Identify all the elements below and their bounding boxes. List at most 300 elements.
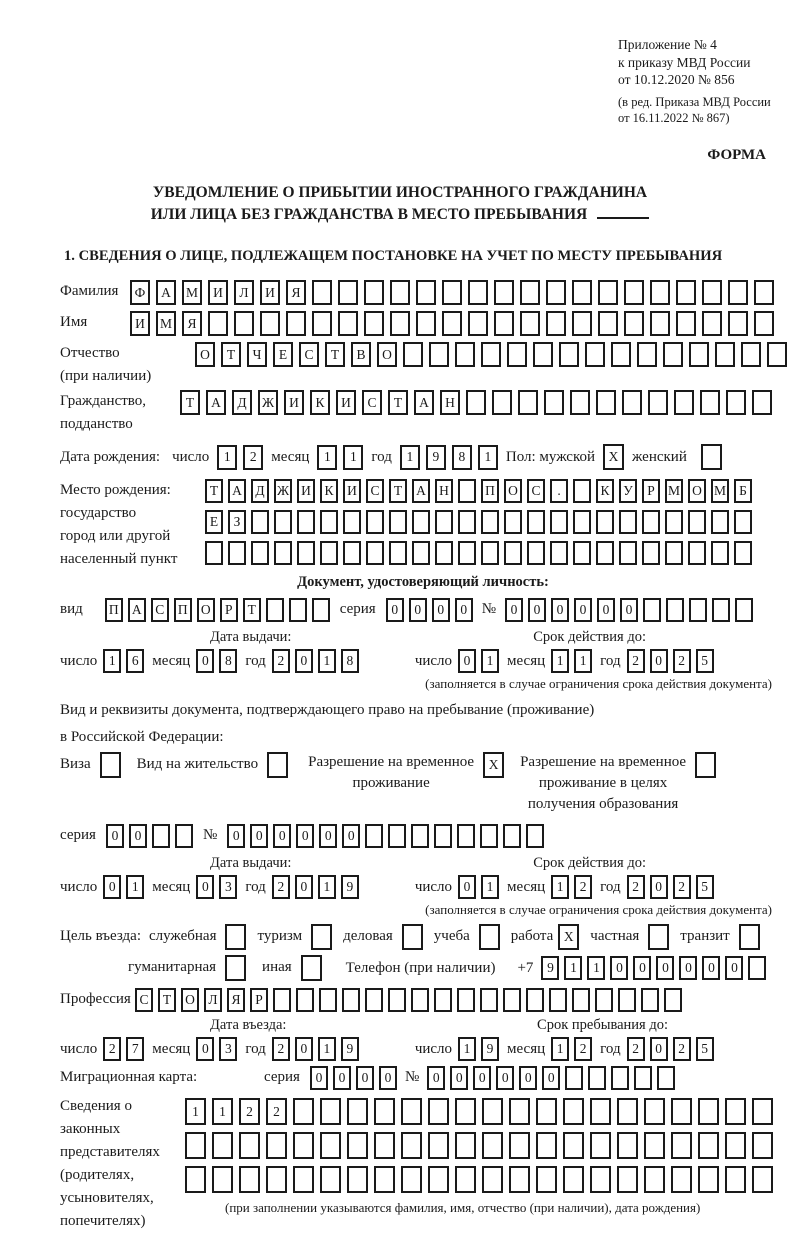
char-cell[interactable] [435, 510, 453, 534]
char-cell[interactable] [546, 311, 566, 336]
char-cell[interactable]: М [665, 479, 683, 503]
char-cell[interactable]: 0 [409, 598, 427, 622]
char-cell[interactable]: 0 [356, 1066, 374, 1090]
char-cell[interactable] [657, 1066, 675, 1090]
char-cell[interactable] [228, 541, 246, 565]
char-cell[interactable]: 0 [106, 824, 124, 848]
char-cell[interactable] [481, 510, 499, 534]
char-cell[interactable] [754, 311, 774, 336]
char-cell[interactable] [390, 280, 410, 305]
char-cell[interactable] [711, 541, 729, 565]
char-cell[interactable] [457, 988, 475, 1012]
char-cell[interactable]: 5 [696, 875, 714, 899]
char-cell[interactable] [598, 280, 618, 305]
char-cell[interactable] [492, 390, 512, 415]
char-cell[interactable] [273, 988, 291, 1012]
char-cell[interactable] [267, 752, 288, 778]
char-cell[interactable]: С [362, 390, 382, 415]
char-cell[interactable] [563, 1098, 584, 1125]
char-cell[interactable] [347, 1166, 368, 1193]
char-cell[interactable] [526, 988, 544, 1012]
char-cell[interactable]: 2 [574, 875, 592, 899]
char-cell[interactable]: З [228, 510, 246, 534]
char-cell[interactable]: 2 [272, 875, 290, 899]
char-cell[interactable] [637, 342, 657, 367]
char-cell[interactable] [403, 342, 423, 367]
char-cell[interactable] [702, 311, 722, 336]
char-cell[interactable] [689, 598, 707, 622]
char-cell[interactable] [416, 280, 436, 305]
char-cell[interactable] [274, 510, 292, 534]
char-cell[interactable] [573, 510, 591, 534]
char-cell[interactable]: 0 [196, 875, 214, 899]
char-cell[interactable]: 0 [473, 1066, 491, 1090]
char-cell[interactable] [320, 541, 338, 565]
char-cell[interactable]: И [336, 390, 356, 415]
char-cell[interactable] [549, 988, 567, 1012]
char-cell[interactable] [671, 1098, 692, 1125]
char-cell[interactable] [734, 510, 752, 534]
char-cell[interactable]: Д [251, 479, 269, 503]
char-cell[interactable]: 5 [696, 649, 714, 673]
char-cell[interactable]: 2 [574, 1037, 592, 1061]
char-cell[interactable] [676, 280, 696, 305]
char-cell[interactable]: 1 [318, 1037, 336, 1061]
char-cell[interactable]: 0 [319, 824, 337, 848]
char-cell[interactable]: 0 [574, 598, 592, 622]
char-cell[interactable]: 0 [227, 824, 245, 848]
char-cell[interactable]: 3 [219, 875, 237, 899]
char-cell[interactable] [752, 390, 772, 415]
char-cell[interactable]: 0 [386, 598, 404, 622]
char-cell[interactable] [401, 1166, 422, 1193]
char-cell[interactable] [468, 280, 488, 305]
char-cell[interactable] [293, 1098, 314, 1125]
char-cell[interactable]: 0 [103, 875, 121, 899]
char-cell[interactable] [504, 510, 522, 534]
char-cell[interactable] [320, 1132, 341, 1159]
char-cell[interactable]: 2 [266, 1098, 287, 1125]
char-cell[interactable] [527, 541, 545, 565]
char-cell[interactable]: 1 [458, 1037, 476, 1061]
char-cell[interactable]: 0 [551, 598, 569, 622]
char-cell[interactable]: 0 [450, 1066, 468, 1090]
char-cell[interactable]: 2 [627, 649, 645, 673]
char-cell[interactable]: А [128, 598, 146, 622]
char-cell[interactable]: 0 [296, 824, 314, 848]
char-cell[interactable] [642, 541, 660, 565]
char-cell[interactable]: 9 [341, 875, 359, 899]
char-cell[interactable] [644, 1166, 665, 1193]
char-cell[interactable] [296, 988, 314, 1012]
char-cell[interactable]: А [414, 390, 434, 415]
char-cell[interactable] [712, 598, 730, 622]
char-cell[interactable]: И [297, 479, 315, 503]
char-cell[interactable] [590, 1166, 611, 1193]
char-cell[interactable]: О [195, 342, 215, 367]
char-cell[interactable] [319, 988, 337, 1012]
char-cell[interactable]: 1 [400, 445, 420, 470]
char-cell[interactable]: 8 [341, 649, 359, 673]
char-cell[interactable] [185, 1166, 206, 1193]
char-cell[interactable]: О [197, 598, 215, 622]
char-cell[interactable]: 0 [679, 956, 697, 980]
char-cell[interactable] [676, 311, 696, 336]
char-cell[interactable]: 2 [272, 1037, 290, 1061]
char-cell[interactable] [728, 311, 748, 336]
char-cell[interactable] [644, 1132, 665, 1159]
char-cell[interactable] [741, 342, 761, 367]
char-cell[interactable] [688, 541, 706, 565]
char-cell[interactable] [536, 1098, 557, 1125]
char-cell[interactable] [239, 1166, 260, 1193]
char-cell[interactable]: 0 [427, 1066, 445, 1090]
char-cell[interactable]: 0 [379, 1066, 397, 1090]
char-cell[interactable] [536, 1166, 557, 1193]
char-cell[interactable] [208, 311, 228, 336]
char-cell[interactable] [671, 1166, 692, 1193]
char-cell[interactable] [343, 510, 361, 534]
char-cell[interactable] [434, 824, 452, 848]
char-cell[interactable]: 9 [541, 956, 559, 980]
char-cell[interactable] [509, 1166, 530, 1193]
char-cell[interactable]: В [351, 342, 371, 367]
char-cell[interactable]: 0 [295, 875, 313, 899]
char-cell[interactable]: 2 [239, 1098, 260, 1125]
char-cell[interactable] [503, 824, 521, 848]
char-cell[interactable]: А [156, 280, 176, 305]
char-cell[interactable]: К [596, 479, 614, 503]
char-cell[interactable] [466, 390, 486, 415]
char-cell[interactable]: 0 [455, 598, 473, 622]
char-cell[interactable]: Д [232, 390, 252, 415]
char-cell[interactable] [739, 924, 760, 950]
char-cell[interactable] [725, 1166, 746, 1193]
char-cell[interactable] [480, 988, 498, 1012]
char-cell[interactable] [212, 1132, 233, 1159]
char-cell[interactable] [366, 541, 384, 565]
char-cell[interactable]: Т [180, 390, 200, 415]
char-cell[interactable] [458, 479, 476, 503]
char-cell[interactable]: 2 [627, 875, 645, 899]
char-cell[interactable] [366, 510, 384, 534]
char-cell[interactable] [320, 1098, 341, 1125]
char-cell[interactable]: С [366, 479, 384, 503]
char-cell[interactable]: 0 [656, 956, 674, 980]
char-cell[interactable]: 0 [650, 875, 668, 899]
char-cell[interactable] [624, 311, 644, 336]
char-cell[interactable] [725, 1132, 746, 1159]
char-cell[interactable] [312, 598, 330, 622]
char-cell[interactable]: С [299, 342, 319, 367]
char-cell[interactable] [338, 280, 358, 305]
char-cell[interactable] [618, 988, 636, 1012]
char-cell[interactable]: 9 [341, 1037, 359, 1061]
char-cell[interactable]: Л [234, 280, 254, 305]
char-cell[interactable] [297, 541, 315, 565]
char-cell[interactable] [311, 924, 332, 950]
char-cell[interactable]: Т [388, 390, 408, 415]
char-cell[interactable]: 9 [426, 445, 446, 470]
char-cell[interactable] [619, 541, 637, 565]
char-cell[interactable]: 6 [126, 649, 144, 673]
char-cell[interactable] [338, 311, 358, 336]
char-cell[interactable] [225, 924, 246, 950]
char-cell[interactable] [388, 824, 406, 848]
char-cell[interactable] [239, 1132, 260, 1159]
char-cell[interactable]: Б [734, 479, 752, 503]
char-cell[interactable] [767, 342, 787, 367]
char-cell[interactable]: Я [182, 311, 202, 336]
char-cell[interactable] [728, 280, 748, 305]
char-cell[interactable] [458, 541, 476, 565]
char-cell[interactable]: О [504, 479, 522, 503]
char-cell[interactable] [434, 988, 452, 1012]
char-cell[interactable]: Ж [274, 479, 292, 503]
char-cell[interactable] [435, 541, 453, 565]
char-cell[interactable]: 0 [528, 598, 546, 622]
char-cell[interactable] [702, 280, 722, 305]
char-cell[interactable]: Т [205, 479, 223, 503]
char-cell[interactable] [364, 311, 384, 336]
char-cell[interactable]: Т [389, 479, 407, 503]
char-cell[interactable] [590, 1098, 611, 1125]
char-cell[interactable]: Ж [258, 390, 278, 415]
char-cell[interactable] [725, 1098, 746, 1125]
char-cell[interactable]: 2 [673, 649, 691, 673]
char-cell[interactable] [617, 1098, 638, 1125]
char-cell[interactable] [266, 1166, 287, 1193]
char-cell[interactable]: . [550, 479, 568, 503]
char-cell[interactable] [650, 311, 670, 336]
char-cell[interactable]: 0 [633, 956, 651, 980]
char-cell[interactable]: 1 [574, 649, 592, 673]
char-cell[interactable] [674, 390, 694, 415]
char-cell[interactable] [698, 1098, 719, 1125]
char-cell[interactable]: А [206, 390, 226, 415]
char-cell[interactable] [343, 541, 361, 565]
char-cell[interactable] [442, 311, 462, 336]
char-cell[interactable]: О [688, 479, 706, 503]
char-cell[interactable] [572, 988, 590, 1012]
char-cell[interactable] [544, 390, 564, 415]
char-cell[interactable]: X [603, 444, 624, 470]
char-cell[interactable] [663, 342, 683, 367]
char-cell[interactable]: П [481, 479, 499, 503]
char-cell[interactable]: Н [440, 390, 460, 415]
char-cell[interactable]: 1 [318, 649, 336, 673]
char-cell[interactable] [266, 1132, 287, 1159]
char-cell[interactable] [266, 598, 284, 622]
char-cell[interactable] [642, 510, 660, 534]
char-cell[interactable] [622, 390, 642, 415]
char-cell[interactable] [428, 1166, 449, 1193]
char-cell[interactable] [100, 752, 121, 778]
char-cell[interactable] [342, 988, 360, 1012]
char-cell[interactable]: 0 [650, 1037, 668, 1061]
char-cell[interactable] [293, 1166, 314, 1193]
char-cell[interactable] [715, 342, 735, 367]
char-cell[interactable] [698, 1166, 719, 1193]
char-cell[interactable] [585, 342, 605, 367]
char-cell[interactable]: X [483, 752, 504, 778]
char-cell[interactable] [572, 280, 592, 305]
char-cell[interactable] [274, 541, 292, 565]
char-cell[interactable]: 1 [587, 956, 605, 980]
char-cell[interactable] [374, 1166, 395, 1193]
char-cell[interactable]: С [151, 598, 169, 622]
char-cell[interactable]: 0 [725, 956, 743, 980]
char-cell[interactable]: Е [273, 342, 293, 367]
char-cell[interactable]: 9 [481, 1037, 499, 1061]
char-cell[interactable] [212, 1166, 233, 1193]
char-cell[interactable]: Н [435, 479, 453, 503]
char-cell[interactable] [152, 824, 170, 848]
char-cell[interactable]: 0 [196, 1037, 214, 1061]
char-cell[interactable] [347, 1132, 368, 1159]
char-cell[interactable]: И [343, 479, 361, 503]
char-cell[interactable]: П [174, 598, 192, 622]
char-cell[interactable]: 1 [217, 445, 237, 470]
char-cell[interactable] [573, 541, 591, 565]
char-cell[interactable] [634, 1066, 652, 1090]
char-cell[interactable] [251, 510, 269, 534]
char-cell[interactable] [374, 1132, 395, 1159]
char-cell[interactable] [509, 1098, 530, 1125]
char-cell[interactable] [185, 1132, 206, 1159]
char-cell[interactable] [458, 510, 476, 534]
char-cell[interactable]: 1 [126, 875, 144, 899]
char-cell[interactable]: А [228, 479, 246, 503]
char-cell[interactable]: 0 [333, 1066, 351, 1090]
char-cell[interactable]: 2 [272, 649, 290, 673]
char-cell[interactable] [428, 1098, 449, 1125]
char-cell[interactable]: 0 [342, 824, 360, 848]
char-cell[interactable]: 1 [478, 445, 498, 470]
char-cell[interactable]: С [135, 988, 153, 1012]
char-cell[interactable] [320, 1166, 341, 1193]
char-cell[interactable]: 3 [219, 1037, 237, 1061]
char-cell[interactable] [665, 541, 683, 565]
char-cell[interactable] [572, 311, 592, 336]
char-cell[interactable] [234, 311, 254, 336]
char-cell[interactable]: М [711, 479, 729, 503]
char-cell[interactable] [526, 824, 544, 848]
char-cell[interactable] [698, 1132, 719, 1159]
char-cell[interactable] [428, 1132, 449, 1159]
char-cell[interactable] [664, 988, 682, 1012]
char-cell[interactable] [701, 444, 722, 470]
char-cell[interactable]: Р [220, 598, 238, 622]
char-cell[interactable] [726, 390, 746, 415]
char-cell[interactable]: 0 [597, 598, 615, 622]
char-cell[interactable] [455, 1132, 476, 1159]
char-cell[interactable]: Т [325, 342, 345, 367]
char-cell[interactable]: 1 [317, 445, 337, 470]
char-cell[interactable]: К [310, 390, 330, 415]
char-cell[interactable] [389, 541, 407, 565]
char-cell[interactable]: 1 [212, 1098, 233, 1125]
char-cell[interactable]: Я [286, 280, 306, 305]
char-cell[interactable] [507, 342, 527, 367]
char-cell[interactable] [389, 510, 407, 534]
char-cell[interactable]: 7 [126, 1037, 144, 1061]
char-cell[interactable] [550, 541, 568, 565]
char-cell[interactable] [596, 390, 616, 415]
char-cell[interactable] [595, 988, 613, 1012]
char-cell[interactable] [411, 988, 429, 1012]
char-cell[interactable]: С [527, 479, 545, 503]
char-cell[interactable]: Р [642, 479, 660, 503]
char-cell[interactable] [671, 1132, 692, 1159]
char-cell[interactable] [559, 342, 579, 367]
char-cell[interactable]: 2 [673, 1037, 691, 1061]
char-cell[interactable]: Ф [130, 280, 150, 305]
char-cell[interactable]: 0 [273, 824, 291, 848]
char-cell[interactable]: 8 [219, 649, 237, 673]
char-cell[interactable] [365, 824, 383, 848]
char-cell[interactable] [457, 824, 475, 848]
char-cell[interactable]: Т [243, 598, 261, 622]
char-cell[interactable]: 0 [650, 649, 668, 673]
char-cell[interactable] [175, 824, 193, 848]
char-cell[interactable] [752, 1132, 773, 1159]
char-cell[interactable]: 8 [452, 445, 472, 470]
char-cell[interactable] [752, 1166, 773, 1193]
char-cell[interactable]: X [558, 924, 579, 950]
char-cell[interactable]: 1 [103, 649, 121, 673]
char-cell[interactable] [711, 510, 729, 534]
char-cell[interactable] [293, 1132, 314, 1159]
char-cell[interactable] [700, 390, 720, 415]
char-cell[interactable] [520, 280, 540, 305]
char-cell[interactable] [617, 1166, 638, 1193]
char-cell[interactable] [286, 311, 306, 336]
char-cell[interactable] [412, 541, 430, 565]
char-cell[interactable] [455, 1166, 476, 1193]
char-cell[interactable] [588, 1066, 606, 1090]
char-cell[interactable]: 2 [673, 875, 691, 899]
char-cell[interactable]: О [377, 342, 397, 367]
char-cell[interactable] [251, 541, 269, 565]
char-cell[interactable] [503, 988, 521, 1012]
char-cell[interactable] [455, 1098, 476, 1125]
char-cell[interactable]: 5 [696, 1037, 714, 1061]
char-cell[interactable] [205, 541, 223, 565]
char-cell[interactable]: М [182, 280, 202, 305]
char-cell[interactable] [365, 988, 383, 1012]
char-cell[interactable]: 0 [129, 824, 147, 848]
char-cell[interactable] [518, 390, 538, 415]
char-cell[interactable]: 1 [551, 649, 569, 673]
char-cell[interactable]: 0 [505, 598, 523, 622]
char-cell[interactable] [374, 1098, 395, 1125]
char-cell[interactable]: 2 [243, 445, 263, 470]
char-cell[interactable] [546, 280, 566, 305]
char-cell[interactable] [480, 824, 498, 848]
char-cell[interactable]: 1 [318, 875, 336, 899]
char-cell[interactable]: Т [221, 342, 241, 367]
char-cell[interactable] [412, 510, 430, 534]
char-cell[interactable] [482, 1166, 503, 1193]
char-cell[interactable]: Ч [247, 342, 267, 367]
char-cell[interactable] [689, 342, 709, 367]
char-cell[interactable]: И [284, 390, 304, 415]
char-cell[interactable] [624, 280, 644, 305]
char-cell[interactable]: 2 [627, 1037, 645, 1061]
char-cell[interactable]: 1 [551, 1037, 569, 1061]
char-cell[interactable]: 0 [295, 649, 313, 673]
